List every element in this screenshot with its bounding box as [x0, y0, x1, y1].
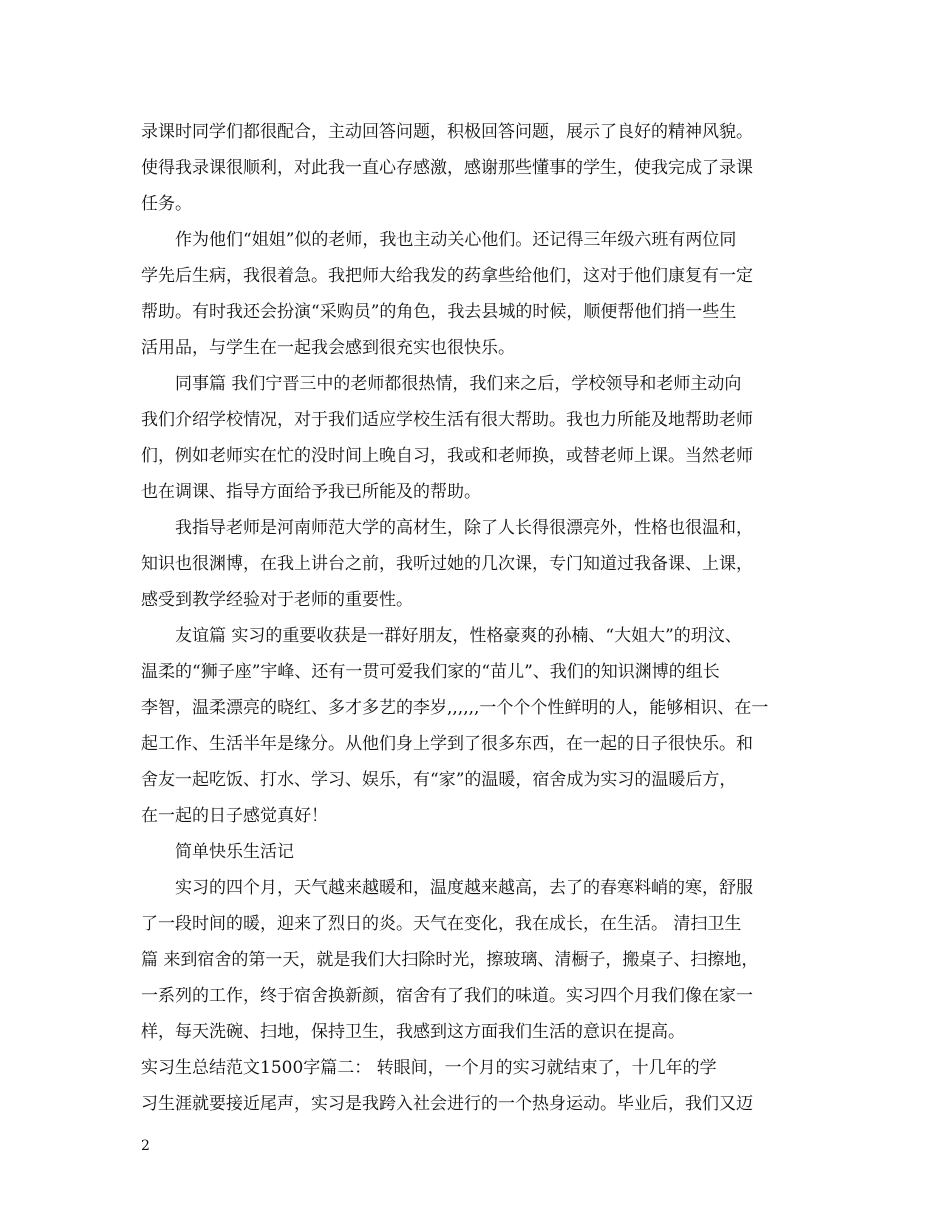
text-line: 们，例如老师实在忙的没时间上晚自习，我或和老师换，或替老师上课。当然老师 — [141, 446, 753, 466]
paragraph-start-line: 同事篇 我们宁晋三中的老师都很热情，我们来之后，学校领导和老师主动向 — [175, 374, 742, 394]
text-line: 篇 来到宿舍的第一天，就是我们大扫除时光，擦玻璃、清橱子，搬桌子、扫擦地， — [141, 950, 759, 970]
text-line: 也在调课、指导方面给予我已所能及的帮助。 — [141, 482, 481, 502]
paragraph-start-line: 作为他们“姐姐”似的老师，我也主动关心他们。还记得三年级六班有两位同 — [175, 230, 737, 250]
paragraph-start-line: 友谊篇 实习的重要收获是一群好朋友，性格豪爽的孙楠、“大姐大”的玥汶、 — [175, 626, 742, 646]
text-line: 温柔的“狮子座”宇峰、还有一贯可爱我们家的“苗儿”、我们的知识渊博的组长 — [141, 662, 720, 682]
text-line: 李智，温柔漂亮的晓红、多才多艺的李岁,,,,,,一个个个性鲜明的人，能够相识、在一 — [141, 698, 769, 718]
text-line: 知识也很渊博，在我上讲台之前，我听过她的几次课，专门知道过我备课、上课， — [141, 554, 753, 574]
text-line: 在一起的日子感觉真好！ — [141, 806, 328, 826]
text-line: 了一段时间的暖，迎来了烈日的炎。天气在变化，我在成长，在生活。 清扫卫生 — [141, 914, 742, 934]
text-line: 样，每天洗碗、扫地，保持卫生，我感到这方面我们生活的意识在提高。 — [141, 1022, 685, 1042]
paragraph-start-line: 我指导老师是河南师范大学的高材生，除了人长得很漂亮外，性格也很温和， — [175, 518, 753, 538]
text-line: 学先后生病，我很着急。我把师大给我发的药拿些给他们，这对于他们康复有一定 — [141, 266, 753, 286]
text-line: 感受到教学经验对于老师的重要性。 — [141, 590, 413, 610]
paragraph-start-line: 实习的四个月，天气越来越暖和，温度越来越高，去了的春寒料峭的寒，舒服 — [175, 878, 753, 898]
text-line: 我们介绍学校情况，对于我们适应学校生活有很大帮助。我也力所能及地帮助老师 — [141, 410, 753, 430]
text-line: 任务。 — [141, 194, 192, 214]
section-heading: 简单快乐生活记 — [175, 842, 294, 862]
body-text — [141, 114, 821, 1122]
text-line: 录课时同学们都很配合，主动回答问题，积极回答问题，展示了良好的精神风貌。 — [141, 122, 753, 142]
text-line: 活用品，与学生在一起我会感到很充实也很快乐。 — [141, 338, 515, 358]
text-line: 一系列的工作，终于宿舍换新颜，宿舍有了我们的味道。实习四个月我们像在家一 — [141, 986, 753, 1006]
text-line: 使得我录课很顺利，对此我一直心存感激，感谢那些懂事的学生，使我完成了录课 — [141, 158, 753, 178]
text-line: 起工作、生活半年是缘分。从他们身上学到了很多东西，在一起的日子很快乐。和 — [141, 734, 753, 754]
text-line: 帮助。有时我还会扮演“采购员”的角色，我去县城的时候，顺便帮他们捎一些生 — [141, 302, 737, 322]
text-line: 舍友一起吃饭、打水、学习、娱乐，有“家”的温暖，宿舍成为实习的温暖后方， — [141, 770, 737, 790]
text-line: 习生涯就要接近尾声，实习是我跨入社会进行的一个热身运动。毕业后，我们又迈 — [141, 1094, 753, 1114]
text-line: 实习生总结范文1500字篇二： 转眼间，一个月的实习就结束了，十几年的学 — [141, 1058, 717, 1078]
page-number: 2 — [141, 1138, 150, 1154]
